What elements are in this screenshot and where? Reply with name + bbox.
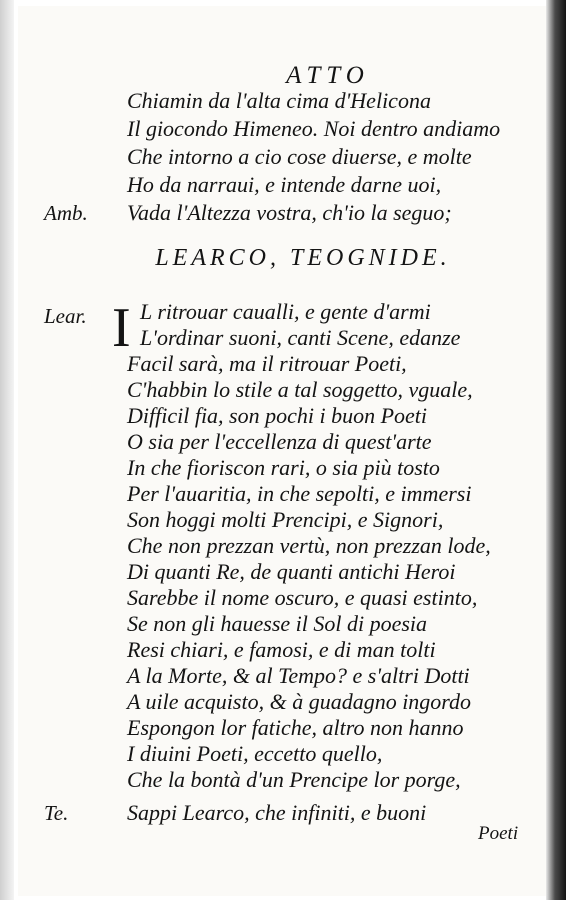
verse-line: Che non prezzan vertù, non prezzan lode, [127, 533, 491, 558]
verse-line: Son hoggi molti Prencipi, e Signori, [127, 507, 444, 532]
verse-line: Che intorno a cio cose diuerse, e molte [127, 144, 472, 169]
speaker-label: Te. [44, 801, 69, 825]
verse-line: Chiamin da l'alta cima d'Helicona [127, 88, 431, 113]
verse-line: Resi chiari, e famosi, e di man tolti [127, 637, 436, 662]
verse-line: Espongon lor fatiche, altro non hanno [127, 715, 464, 740]
verse-line: Facil sarà, ma il ritrouar Poeti, [127, 351, 407, 376]
speaker-label: Lear. [44, 304, 87, 328]
verse-line: Se non gli hauesse il Sol di poesia [127, 611, 428, 636]
verse-line: Per l'auaritia, in che sepolti, e immersi [127, 481, 472, 506]
verse-line: In che fioriscon rari, o sia più tosto [127, 455, 440, 480]
drop-capital: I [112, 297, 131, 359]
catchword: Poeti [478, 823, 519, 844]
verse-line: L ritrouar caualli, e gente d'armi [140, 299, 431, 324]
running-header: ATTO [286, 62, 370, 89]
verse-line: L'ordinar suoni, canti Scene, edanze [140, 325, 461, 350]
verse-line: Difficil fia, son pochi i buon Poeti [127, 403, 428, 428]
scene-title: LEARCO, TEOGNIDE. [155, 245, 451, 271]
book-edge-right [546, 0, 566, 900]
verse-line: A uile acquisto, & à guadagno ingordo [127, 689, 472, 714]
verse-line: Vada l'Altezza vostra, ch'io la seguo; [127, 200, 452, 225]
verse-line: C'habbin lo stile a tal soggetto, vguale, [127, 377, 473, 402]
verse-line: Sarebbe il nome oscuro, e quasi estinto, [127, 585, 478, 610]
verse-line: Ho da narraui, e intende darne uoi, [127, 172, 442, 197]
verse-line: I diuini Poeti, eccetto quello, [127, 741, 383, 766]
verse-line: Il giocondo Himeneo. Noi dentro andiamo [127, 116, 501, 141]
book-gutter-left [0, 0, 14, 900]
verse-line: Che la bontà d'un Prencipe lor porge, [127, 767, 461, 792]
verse-line: A la Morte, & al Tempo? e s'altri Dotti [127, 663, 470, 688]
verse-line: Sappi Learco, che infiniti, e buoni [127, 800, 427, 825]
speaker-label: Amb. [44, 201, 88, 225]
verse-line: O sia per l'eccellenza di quest'arte [127, 429, 432, 454]
verse-line: Di quanti Re, de quanti antichi Heroi [127, 559, 456, 584]
